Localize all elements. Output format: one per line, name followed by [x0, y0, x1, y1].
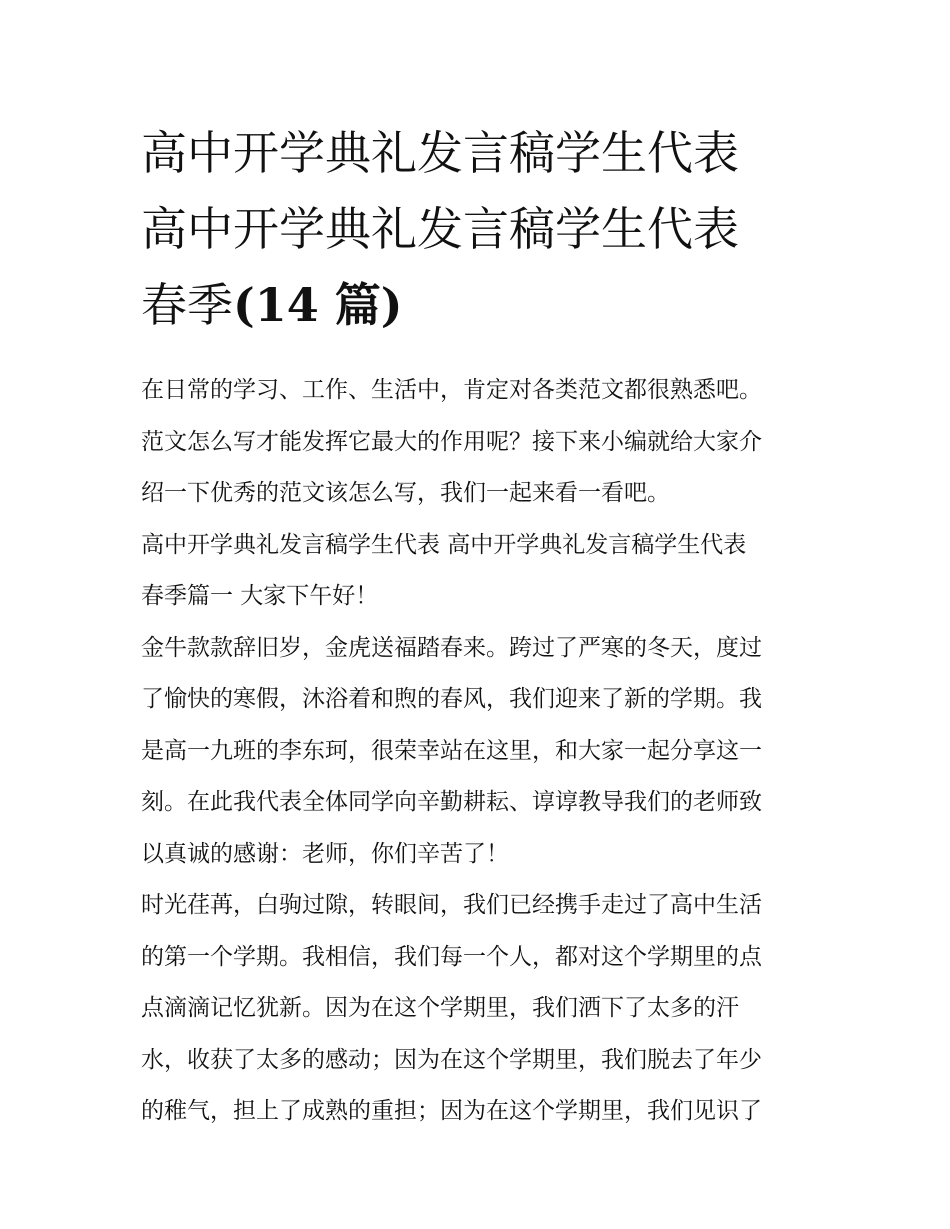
text-line: 绍一下优秀的范文该怎么写，我们一起来看一看吧。: [141, 480, 670, 506]
paragraph-body: [141, 880, 813, 1138]
title-line-text: 春季: [141, 278, 233, 332]
document-title: [141, 115, 813, 343]
text-line: 是高一九班的李东珂，很荣幸站在这里，和大家一起分享这一: [141, 737, 762, 764]
title-line: 高中开学典礼发言稿学生代表: [141, 202, 739, 256]
text-line: 春季篇一 大家下午好！: [141, 583, 379, 609]
text-line: 以真诚的感谢：老师，你们辛苦了！: [141, 840, 509, 867]
text-line: 范文怎么写才能发挥它最大的作用呢？接下来小编就给大家介: [141, 428, 762, 455]
text-line: 水，收获了太多的感动；因为在这个学期里，我们脱去了年少: [141, 1046, 762, 1073]
title-line: 高中开学典礼发言稿学生代表: [141, 126, 739, 180]
text-line: 刻。在此我代表全体同学向辛勤耕耘、谆谆教导我们的老师致: [141, 789, 762, 815]
text-line: 点滴滴记忆犹新。因为在这个学期里，我们洒下了太多的汗: [141, 995, 739, 1021]
text-line: 在日常的学习、工作、生活中，肯定对各类范文都很熟悉吧。: [141, 377, 762, 403]
text-line: 金牛款款辞旧岁，金虎送福踏春来。跨过了严寒的冬天，度过: [141, 634, 762, 661]
text-line: 的稚气，担上了成熟的重担；因为在这个学期里，我们见识了: [141, 1098, 762, 1124]
paragraph-section-heading: [141, 520, 813, 623]
text-line: 高中开学典礼发言稿学生代表 高中开学典礼发言稿学生代表: [141, 531, 747, 558]
text-line: 了愉快的寒假，沐浴着和煦的春风，我们迎来了新的学期。我: [141, 686, 762, 712]
text-line: 的第一个学期。我相信，我们每一个人，都对这个学期里的点: [141, 943, 762, 970]
title-line: [141, 267, 813, 343]
document-body: [141, 365, 813, 1138]
paragraph-body: [141, 623, 813, 881]
document-content: [141, 115, 813, 1138]
text-line: 时光荏苒，白驹过隙，转眼间，我们已经携手走过了高中生活: [141, 892, 762, 918]
paragraph-intro: [141, 365, 813, 520]
title-count: (14 篇): [233, 278, 403, 332]
